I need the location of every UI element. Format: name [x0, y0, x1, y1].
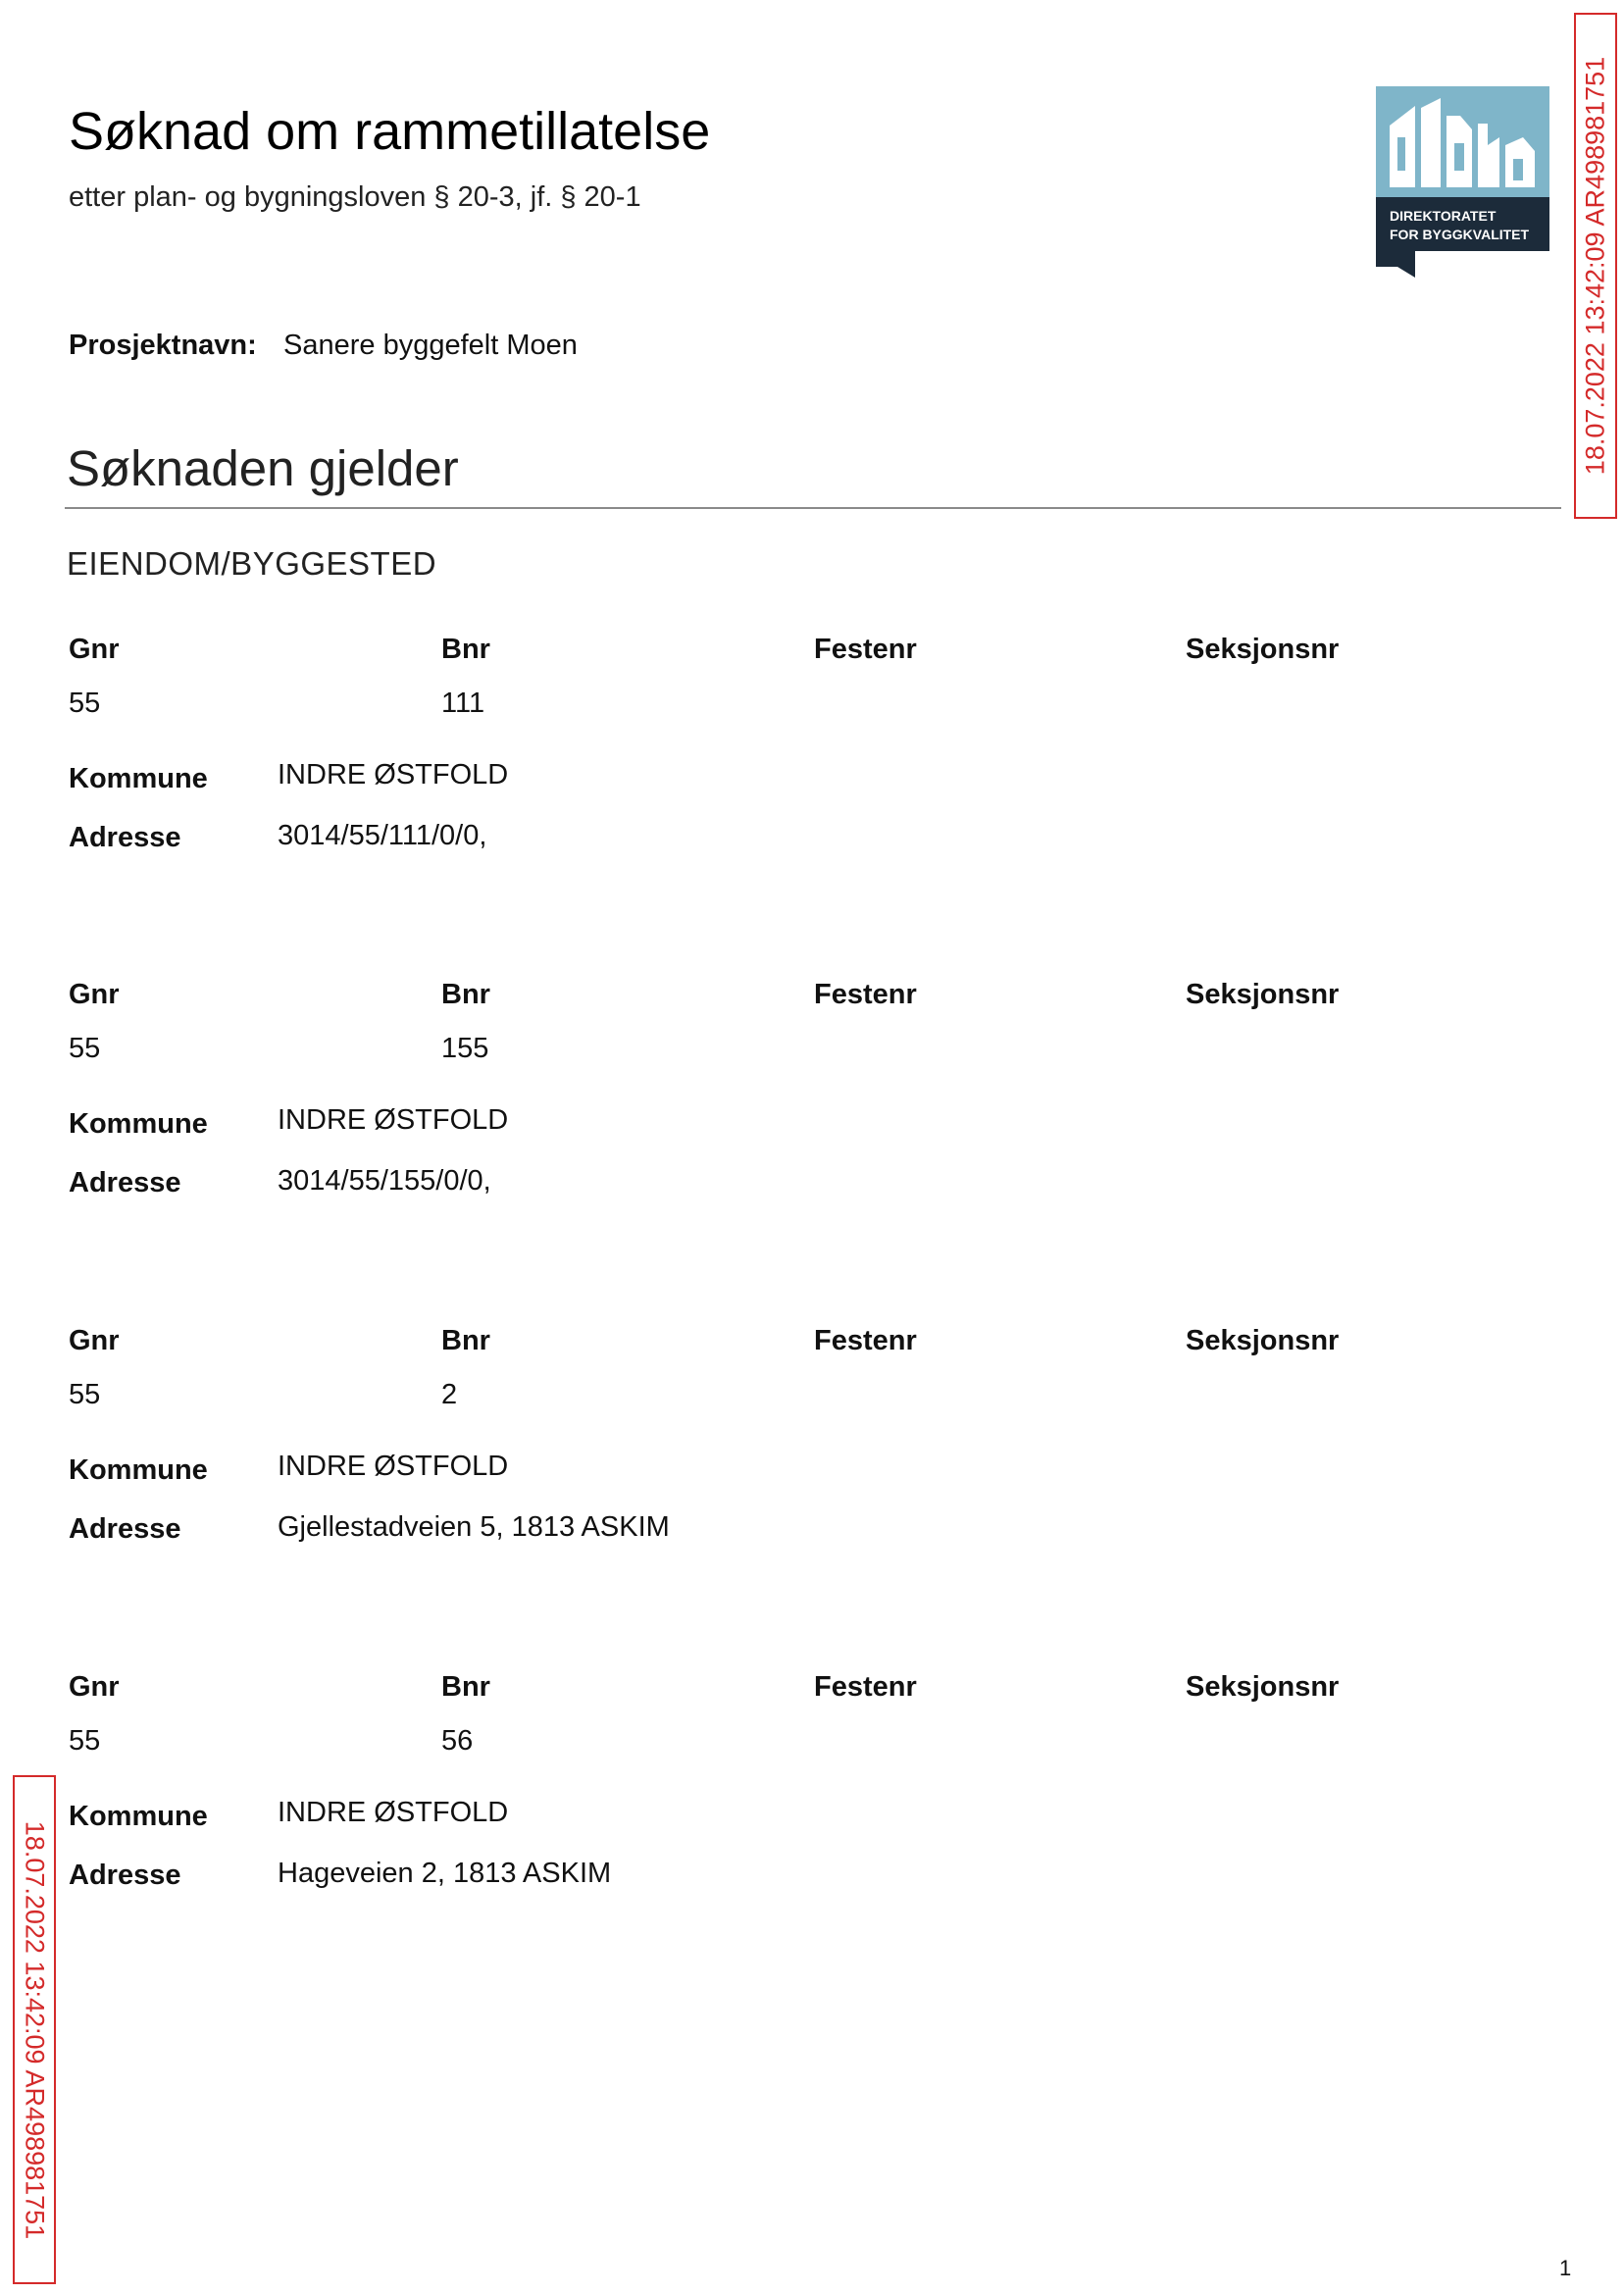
bnr-label: Bnr — [441, 1325, 490, 1356]
festenr-label: Festenr — [814, 979, 917, 1010]
kommune-label: Kommune — [69, 763, 208, 794]
gnr-label: Gnr — [69, 979, 120, 1010]
kommune-value: INDRE ØSTFOLD — [278, 1104, 509, 1136]
timestamp-stamp — [1574, 13, 1617, 519]
adresse-label: Adresse — [69, 1860, 181, 1891]
festenr-label: Festenr — [814, 1671, 917, 1703]
bnr-value: 56 — [441, 1725, 474, 1757]
kommune-label: Kommune — [69, 1454, 208, 1486]
logo-line1: DIREKTORATET — [1390, 208, 1497, 224]
property-block — [0, 1319, 1471, 1574]
document-title: Søknad om rammetillatelse — [69, 102, 711, 161]
page-number: 1 — [1559, 2256, 1572, 2280]
project-name-label: Prosjektnavn: — [69, 330, 257, 361]
property-block — [0, 973, 1471, 1228]
section-divider — [65, 507, 1561, 509]
gnr-value: 55 — [69, 1725, 101, 1757]
project-name-value: Sanere byggefelt Moen — [283, 330, 578, 361]
festenr-label: Festenr — [814, 1325, 917, 1356]
festenr-label: Festenr — [814, 634, 917, 665]
bnr-value: 111 — [441, 688, 485, 719]
bnr-value: 2 — [441, 1379, 458, 1410]
kommune-value: INDRE ØSTFOLD — [278, 1797, 509, 1828]
bnr-label: Bnr — [441, 634, 490, 665]
kommune-value: INDRE ØSTFOLD — [278, 1451, 509, 1482]
adresse-label: Adresse — [69, 822, 181, 853]
seksjonsnr-label: Seksjonsnr — [1186, 979, 1340, 1010]
kommune-label: Kommune — [69, 1801, 208, 1832]
adresse-value: 3014/55/111/0/0, — [278, 820, 487, 851]
adresse-value: 3014/55/155/0/0, — [278, 1165, 491, 1197]
kommune-label: Kommune — [69, 1108, 208, 1140]
seksjonsnr-label: Seksjonsnr — [1186, 1325, 1340, 1356]
adresse-label: Adresse — [69, 1513, 181, 1545]
bnr-label: Bnr — [441, 979, 490, 1010]
timestamp-stamp-text: 18.07.2022 13:42:09 AR498981751 — [1580, 56, 1610, 476]
gnr-label: Gnr — [69, 1325, 120, 1356]
timestamp-stamp — [13, 1775, 56, 2284]
dibk-logo-icon — [1376, 86, 1549, 278]
property-block — [0, 1665, 1471, 1920]
subsection-heading: EIENDOM/BYGGESTED — [67, 545, 437, 582]
adresse-label: Adresse — [69, 1167, 181, 1198]
gnr-label: Gnr — [69, 634, 120, 665]
document-subtitle: etter plan- og bygningsloven § 20-3, jf. § 20-1 — [69, 181, 641, 213]
bnr-value: 155 — [441, 1033, 489, 1064]
gnr-value: 55 — [69, 1033, 101, 1064]
timestamp-stamp-text: 18.07.2022 13:42:09 AR498981751 — [20, 1820, 50, 2239]
kommune-value: INDRE ØSTFOLD — [278, 759, 509, 790]
seksjonsnr-label: Seksjonsnr — [1186, 1671, 1340, 1703]
gnr-label: Gnr — [69, 1671, 120, 1703]
adresse-value: Gjellestadveien 5, 1813 ASKIM — [278, 1511, 670, 1543]
seksjonsnr-label: Seksjonsnr — [1186, 634, 1340, 665]
property-block — [0, 628, 1471, 883]
logo-line2: FOR BYGGKVALITET — [1390, 227, 1530, 242]
gnr-value: 55 — [69, 688, 101, 719]
bnr-label: Bnr — [441, 1671, 490, 1703]
section-heading: Søknaden gjelder — [67, 440, 459, 496]
gnr-value: 55 — [69, 1379, 101, 1410]
adresse-value: Hageveien 2, 1813 ASKIM — [278, 1858, 612, 1889]
